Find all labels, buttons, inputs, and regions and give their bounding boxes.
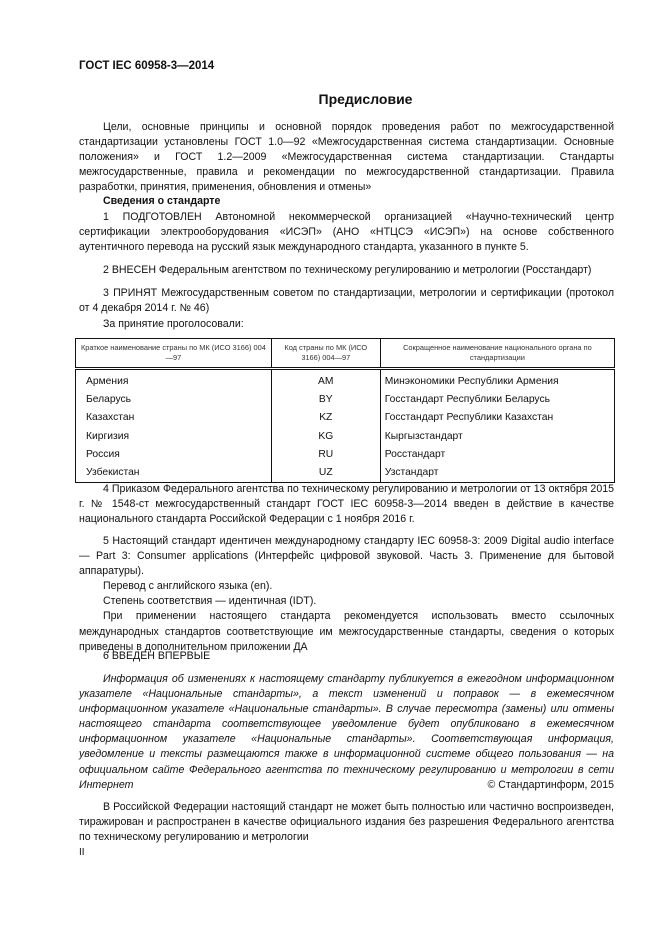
- table-row: [76, 369, 615, 391]
- code-cell: UZ: [271, 463, 380, 482]
- item-4-text: 4 Приказом Федерального агентства по техническому регулированию и метрологии от 13 октября 2015 г. № 1548-ст межгосударственный стандарт ГОСТ IEC 60958-3—2014 введен в действие в качестве национального стандарта Российской Федерации с 1 ноября 2016 г.: [79, 483, 614, 526]
- voted-label-block: [79, 317, 614, 332]
- item-3-text: 3 ПРИНЯТ Межгосударственным советом по стандартизации, метрологии и сертификации (протокол от 4 декабря 2014 г. № 46): [79, 287, 614, 315]
- item-2: [79, 263, 614, 278]
- country-cell: Казахстан: [76, 409, 272, 427]
- country-cell: Киргизия: [76, 427, 272, 445]
- column-header-country: Краткое наименование страны по МК (ИСО 3166) 004—97: [76, 339, 272, 369]
- column-header-code: Код страны по МК (ИСО 3166) 004—97: [271, 339, 380, 369]
- organization-cell: Кыргызстандарт: [380, 427, 614, 445]
- code-cell: KZ: [271, 409, 380, 427]
- country-cell: Россия: [76, 445, 272, 463]
- section-heading-block: [79, 194, 614, 209]
- item-1-text: 1 ПОДГОТОВЛЕН Автономной некоммерческой организацией «Научно-технический центр сертификации электрооборудования «ИСЭП» (АНО «НТЦСЭ «ИСЭП») на основе собственного аутентичного перевода на русский язык международного стандарта, указанного в пункте 5.: [79, 211, 614, 254]
- table-row: [76, 390, 615, 408]
- column-header-organization: Сокращенное наименование национального органа по стандартизации: [380, 339, 614, 369]
- organization-cell: Госстандарт Республики Казахстан: [380, 409, 614, 427]
- table-row: [76, 427, 615, 445]
- table-row: [76, 445, 615, 463]
- organization-cell: Госстандарт Республики Беларусь: [380, 390, 614, 408]
- intro-text: Цели, основные принципы и основной порядок проведения работ по межгосударственной стандартизации установлены ГОСТ 1.0—92 «Межгосударственная система стандартизации. Основные положения» и ГОСТ 1.2—2009 «Межгосударственная система стандартизации. Стандарты межгосударственные, правила и рекомендации по межгосударственной стандартизации. Правила разработки, принятия, применения, обновления и отмены»: [79, 121, 614, 194]
- section-heading: Сведения о стандарте: [103, 195, 221, 207]
- country-cell: Беларусь: [76, 390, 272, 408]
- organization-cell: Минэкономики Республики Армения: [380, 369, 614, 391]
- table-row: [76, 463, 615, 482]
- copyright-block: [79, 778, 614, 793]
- item-6-text: 6 ВВЕДЕН ВПЕРВЫЕ: [103, 650, 211, 662]
- info-notice: [79, 672, 614, 793]
- country-cell: Армения: [76, 369, 272, 391]
- item-5: [79, 534, 614, 655]
- country-cell: Узбекистан: [76, 463, 272, 482]
- item-4: [79, 482, 614, 527]
- item-5-translation: Перевод с английского языка (en).: [103, 580, 273, 593]
- document-id-header: ГОСТ IEC 60958-3—2014: [79, 60, 215, 72]
- voting-countries-table: [75, 338, 615, 483]
- copyright: © Стандартинформ, 2015: [487, 779, 614, 791]
- page-title: Предисловие: [318, 91, 413, 107]
- voted-label: За принятие проголосовали:: [103, 318, 244, 330]
- intro-paragraph: [79, 120, 614, 195]
- code-cell: BY: [271, 390, 380, 408]
- item-5-note: При применении настоящего стандарта рекомендуется использовать вместо ссылочных международных стандартов соответствующие им межгосударственные стандарты, сведения о которых приведены в дополнительном приложении ДА: [79, 610, 614, 653]
- item-6: [79, 649, 614, 664]
- item-5-degree: Степень соответствия — идентичная (IDT).: [103, 595, 317, 608]
- table-row: [76, 409, 615, 427]
- organization-cell: Узстандарт: [380, 463, 614, 482]
- item-2-text: 2 ВНЕСЕН Федеральным агентством по техническому регулированию и метрологии (Росстандарт): [103, 264, 592, 276]
- code-cell: KG: [271, 427, 380, 445]
- organization-cell: Росстандарт: [380, 445, 614, 463]
- code-cell: AM: [271, 369, 380, 391]
- item-3: [79, 286, 614, 316]
- info-notice-text: Информация об изменениях к настоящему стандарту публикуется в ежегодном информационном указателе «Национальные стандарты», а текст изменений и поправок — в ежемесячном информационном указателе «Национальные стандарты». В случае пересмотра (замены) или отмены настоящего стандарта соответствующее уведомление будет опубликовано в ежемесячном информационном указателе «Национальные стандарты». Соответствующая информация, уведомление и тексты размещаются также в информационной системе общего пользования — на официальном сайте Федерального агентства по техническому регулированию и метрологии в сети Интернет: [79, 673, 614, 791]
- page-number: II: [79, 847, 85, 858]
- rights-paragraph: [79, 800, 614, 845]
- rights-text: В Российской Федерации настоящий стандарт не может быть полностью или частично воспроизведен, тиражирован и распространен в качестве официального издания без разрешения Федерального агентства по техническому регулированию и метрологии: [79, 801, 614, 844]
- table-header-row: [76, 339, 615, 369]
- item-5-text: 5 Настоящий стандарт идентичен международному стандарту IEC 60958-3: 2009 Digital audio interface — Part 3: Consumer applications (Интерфейс цифровой звуковой. Часть 3. Применение для бытовой аппаратуры).: [79, 535, 614, 578]
- code-cell: RU: [271, 445, 380, 463]
- item-1: [79, 210, 614, 255]
